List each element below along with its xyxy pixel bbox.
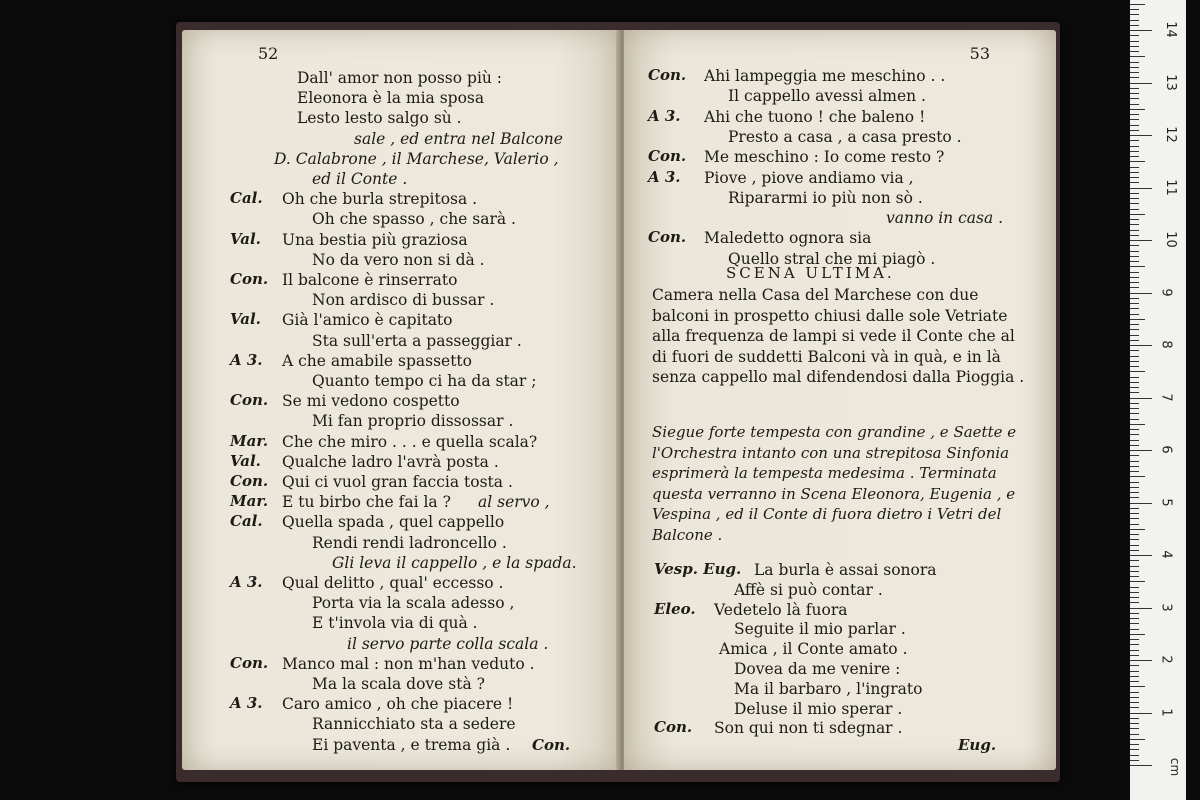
ruler-tick: [1130, 644, 1139, 645]
ruler-tick: [1130, 72, 1139, 73]
verse-line: Seguite il mio parlar .: [734, 620, 906, 639]
verse-line: Rannicchiato sta a sedere: [312, 715, 516, 734]
speaker-label: Val.: [230, 451, 261, 470]
ruler-tick: [1130, 293, 1152, 294]
ruler-tick: [1130, 718, 1139, 719]
verse-line: Deluse il mio sperar .: [734, 699, 903, 718]
ruler-tick: [1130, 445, 1139, 446]
ruler-tick: [1130, 140, 1139, 141]
ruler-tick: [1130, 35, 1139, 36]
ruler-tick: [1130, 450, 1152, 451]
speaker-label: Mar.: [230, 431, 269, 450]
verse-line: Una bestia più graziosa: [282, 230, 468, 249]
ruler-tick: [1130, 167, 1139, 168]
ruler-unit-label: cm: [1168, 757, 1183, 777]
ruler-tick: [1130, 660, 1152, 661]
ruler-tick: [1130, 419, 1139, 420]
verse-line: Non ardisco di bussar .: [312, 291, 495, 310]
ruler-tick: [1130, 623, 1139, 624]
verse-line: Eleonora è la mia sposa: [297, 89, 485, 108]
ruler-tick: [1130, 655, 1139, 656]
verse-line: Qual delitto , qual' eccesso .: [282, 574, 504, 592]
speaker-label: Mar.: [230, 492, 269, 511]
ruler-number: 7: [1158, 392, 1174, 402]
verse-line: Me meschino : Io come resto ?: [704, 148, 945, 167]
measuring-ruler: [1130, 0, 1186, 800]
verse-line: Quello stral che mi piagò .: [728, 249, 936, 268]
ruler-tick: [1130, 728, 1139, 729]
speaker-label: Val.: [230, 310, 261, 329]
ruler-tick: [1130, 83, 1152, 84]
ruler-number: 1: [1158, 707, 1174, 717]
speaker-label: A 3.: [648, 106, 681, 125]
catchword: Con.: [532, 736, 571, 754]
speaker-label: Con.: [648, 66, 687, 84]
verse-line: Lesto lesto salgo sù .: [297, 109, 462, 128]
ruler-number: 10: [1162, 231, 1178, 248]
verse-line: Sta sull'erta a passeggiar .: [312, 331, 522, 350]
ruler-tick: [1130, 476, 1145, 477]
verse-line: Maledetto ognora sia: [704, 229, 872, 248]
verse-line: Che che miro . . . e quella scala?: [282, 432, 538, 451]
verse-line: Caro amico , oh che piacere !: [282, 695, 514, 714]
speaker-label: Cal.: [230, 189, 263, 208]
verse-line: Manco mal : non m'han veduto .: [282, 654, 535, 673]
verse-line: Ma il barbaro , l'ingrato: [734, 679, 923, 698]
speaker-label: Con.: [648, 147, 687, 166]
ruler-tick: [1130, 240, 1152, 241]
ruler-tick: [1130, 114, 1139, 115]
speaker-label: Cal.: [230, 512, 263, 531]
ruler-tick: [1130, 613, 1139, 614]
ruler-tick: [1130, 303, 1139, 304]
ruler-tick: [1130, 539, 1139, 540]
stage-direction: il servo parte colla scala .: [347, 634, 549, 653]
verse-line: Quella spada , quel cappello: [282, 513, 505, 532]
verse-line: Rendi rendi ladroncello .: [312, 533, 507, 552]
verse-line: Son qui non ti sdegnar .: [714, 719, 903, 738]
ruler-tick: [1130, 765, 1152, 766]
ruler-tick: [1130, 56, 1145, 57]
ruler-tick: [1130, 261, 1139, 262]
ruler-tick: [1130, 707, 1139, 708]
verse-line: Qualche ladro l'avrà posta .: [282, 452, 499, 471]
ruler-tick: [1130, 366, 1139, 367]
ruler-tick: [1130, 345, 1152, 346]
ruler-tick: [1130, 219, 1139, 220]
ruler-tick: [1130, 508, 1139, 509]
ruler-tick: [1130, 665, 1139, 666]
verse-line: Dovea da me venire :: [734, 660, 901, 678]
ruler-tick: [1130, 398, 1152, 399]
ruler-tick: [1130, 434, 1139, 435]
ruler-tick: [1130, 182, 1139, 183]
ruler-number: 5: [1158, 497, 1174, 507]
ruler-tick: [1130, 30, 1152, 31]
ruler-tick: [1130, 350, 1139, 351]
speaker-label: Con.: [230, 472, 269, 490]
verse-line: Amica , il Conte amato .: [719, 640, 908, 659]
ruler-tick: [1130, 130, 1139, 131]
ruler-tick: [1130, 356, 1139, 357]
verse-line: Il balcone è rinserrato: [282, 271, 458, 289]
ruler-tick: [1130, 455, 1139, 456]
ruler-tick: [1130, 282, 1139, 283]
ruler-tick: [1130, 314, 1139, 315]
ruler-tick: [1130, 686, 1145, 687]
speaker-label: A 3.: [648, 167, 681, 186]
stage-direction-italic: Siegue forte tempesta con grandine , e Saette e l'Orchestra intanto con una strepitosa Sinfonia esprimerà la tempesta medesima . Terminata questa verranno in Scena Eleonora, Eugenia , e Vespina , ed il Conte di fuora dietro i Vetri del Balcone .: [652, 423, 1017, 544]
scene-title: SCENA ULTIMA.: [726, 264, 895, 282]
speaker-label: Con.: [654, 718, 693, 737]
ruler-tick: [1130, 230, 1139, 231]
ruler-tick: [1130, 329, 1139, 330]
ruler-tick: [1130, 251, 1139, 252]
verse-line: Se mi vedono cospetto: [282, 392, 460, 411]
ruler-tick: [1130, 629, 1139, 630]
verse-line: E tu birbo che fai la ?: [282, 493, 451, 512]
speaker-label: Val.: [230, 229, 261, 248]
ruler-tick: [1130, 576, 1139, 577]
verse-line: Già l'amico è capitato: [282, 311, 453, 330]
stage-direction: Gli leva il cappello , e la spada.: [332, 553, 577, 572]
stage-direction: sale , ed entra nel Balcone: [354, 129, 563, 148]
verse-line: Il cappello avessi almen .: [728, 87, 926, 106]
ruler-tick: [1130, 571, 1139, 572]
ruler-tick: [1130, 671, 1139, 672]
verse-line: Piove , piove andiamo via ,: [704, 168, 914, 187]
ruler-tick: [1130, 382, 1139, 383]
speaker-label: A 3.: [230, 573, 263, 591]
ruler-tick: [1130, 513, 1139, 514]
ruler-tick: [1130, 618, 1139, 619]
ruler-tick: [1130, 340, 1139, 341]
ruler-tick: [1130, 566, 1139, 567]
verse-line: E t'invola via di quà .: [312, 614, 478, 633]
ruler-tick: [1130, 109, 1145, 110]
verse-line: Quanto tempo ci ha da star ;: [312, 372, 537, 390]
ruler-number: 13: [1162, 73, 1178, 91]
ruler-tick: [1130, 298, 1139, 299]
ruler-tick: [1130, 104, 1139, 105]
verse-line: No da vero non si dà .: [312, 250, 485, 269]
ruler-tick: [1130, 650, 1139, 651]
ruler-tick: [1130, 319, 1145, 320]
ruler-tick: [1130, 424, 1145, 425]
ruler-tick: [1130, 25, 1139, 26]
ruler-tick: [1130, 41, 1139, 42]
ruler-tick: [1130, 135, 1152, 136]
verse-line: Affè si può contar .: [734, 580, 883, 599]
catchword: Eug.: [958, 736, 997, 754]
ruler-tick: [1130, 20, 1139, 21]
ruler-number: 8: [1158, 340, 1174, 349]
ruler-tick: [1130, 193, 1139, 194]
ruler-tick: [1130, 739, 1145, 740]
ruler-tick: [1130, 324, 1139, 325]
ruler-tick: [1130, 151, 1139, 152]
ruler-tick: [1130, 697, 1139, 698]
ruler-tick: [1130, 387, 1139, 388]
ruler-tick: [1130, 203, 1139, 204]
stage-direction: al servo ,: [478, 493, 550, 512]
ruler-tick: [1130, 335, 1139, 336]
stage-direction: ed il Conte .: [312, 170, 408, 188]
verse-line: Ahi che tuono ! che baleno !: [704, 107, 926, 126]
ruler-tick: [1130, 67, 1139, 68]
ruler-tick: [1130, 408, 1139, 409]
ruler-tick: [1130, 466, 1139, 467]
ruler-number: 9: [1158, 287, 1174, 297]
ruler-tick: [1130, 723, 1139, 724]
ruler-tick: [1130, 692, 1139, 693]
ruler-tick: [1130, 46, 1139, 47]
ruler-tick: [1130, 119, 1139, 120]
ruler-tick: [1130, 209, 1139, 210]
ruler-tick: [1130, 440, 1139, 441]
verse-line: La burla è assai sonora: [754, 561, 937, 579]
ruler-tick: [1130, 760, 1139, 761]
ruler-tick: [1130, 744, 1139, 745]
ruler-tick: [1130, 377, 1139, 378]
speaker-label: Vesp. Eug.: [654, 560, 742, 578]
verse-line: Mi fan proprio dissossar .: [312, 412, 514, 431]
ruler-tick: [1130, 634, 1145, 635]
stage-direction: D. Calabrone , il Marchese, Valerio ,: [274, 149, 559, 168]
ruler-tick: [1130, 156, 1139, 157]
page-number: 53: [969, 44, 990, 63]
ruler-number: 12: [1162, 126, 1178, 143]
ruler-tick: [1130, 608, 1152, 609]
page-number: 52: [258, 44, 279, 63]
verse-line: Dall' amor non posso più :: [297, 69, 503, 87]
ruler-tick: [1130, 403, 1139, 404]
ruler-tick: [1130, 172, 1139, 173]
ruler-tick: [1130, 77, 1139, 78]
ruler-tick: [1130, 681, 1139, 682]
ruler-tick: [1130, 497, 1139, 498]
ruler-tick: [1130, 676, 1139, 677]
ruler-tick: [1130, 361, 1139, 362]
ruler-tick: [1130, 518, 1139, 519]
verse-line: Ahi lampeggia me meschino . .: [704, 67, 946, 85]
ruler-tick: [1130, 461, 1139, 462]
ruler-tick: [1130, 429, 1139, 430]
verse-line: Oh che burla strepitosa .: [282, 190, 478, 209]
ruler-tick: [1130, 587, 1139, 588]
ruler-tick: [1130, 492, 1139, 493]
verse-line: Ei paventa , e trema già .: [312, 735, 511, 754]
ruler-number: 6: [1158, 445, 1174, 454]
ruler-number: 11: [1162, 178, 1178, 196]
ruler-tick: [1130, 639, 1139, 640]
ruler-tick: [1130, 503, 1152, 504]
ruler-number: 3: [1158, 602, 1174, 612]
ruler-tick: [1130, 272, 1139, 273]
ruler-tick: [1130, 550, 1139, 551]
ruler-tick: [1130, 256, 1139, 257]
ruler-tick: [1130, 62, 1139, 63]
verse-line: Vedetelo là fuora: [714, 600, 848, 619]
speaker-label: Con.: [230, 653, 269, 672]
verse-line: A che amabile spassetto: [282, 351, 472, 370]
ruler-tick: [1130, 4, 1145, 5]
ruler-tick: [1130, 471, 1139, 472]
ruler-tick: [1130, 98, 1139, 99]
ruler-tick: [1130, 51, 1139, 52]
right-page: [624, 30, 1056, 770]
ruler-tick: [1130, 146, 1139, 147]
ruler-tick: [1130, 755, 1139, 756]
ruler-number: 4: [1158, 550, 1174, 559]
stage-direction: vanno in casa .: [886, 209, 1004, 228]
ruler-tick: [1130, 161, 1145, 162]
left-page: [182, 30, 620, 770]
ruler-tick: [1130, 545, 1139, 546]
ruler-tick: [1130, 524, 1139, 525]
ruler-tick: [1130, 413, 1139, 414]
speaker-label: A 3.: [230, 694, 263, 713]
ruler-number: 2: [1158, 655, 1174, 664]
speaker-label: Eleo.: [654, 599, 696, 618]
ruler-tick: [1130, 214, 1145, 215]
speaker-label: Con.: [230, 391, 269, 410]
ruler-tick: [1130, 177, 1139, 178]
ruler-tick: [1130, 392, 1139, 393]
verse-line: Presto a casa , a casa presto .: [728, 127, 962, 146]
speaker-label: Con.: [230, 270, 269, 288]
ruler-tick: [1130, 235, 1139, 236]
verse-line: Oh che spasso , che sarà .: [312, 210, 516, 229]
ruler-tick: [1130, 224, 1139, 225]
ruler-tick: [1130, 266, 1145, 267]
ruler-tick: [1130, 555, 1152, 556]
speaker-label: Con.: [648, 228, 687, 247]
ruler-tick: [1130, 749, 1139, 750]
ruler-tick: [1130, 592, 1139, 593]
ruler-tick: [1130, 93, 1139, 94]
ruler-tick: [1130, 597, 1139, 598]
ruler-tick: [1130, 713, 1152, 714]
ruler-tick: [1130, 188, 1152, 189]
ruler-tick: [1130, 602, 1139, 603]
ruler-tick: [1130, 198, 1139, 199]
ruler-tick: [1130, 277, 1139, 278]
speaker-label: A 3.: [230, 350, 263, 369]
ruler-tick: [1130, 88, 1139, 89]
ruler-tick: [1130, 371, 1145, 372]
ruler-tick: [1130, 9, 1139, 10]
ruler-tick: [1130, 534, 1139, 535]
ruler-tick: [1130, 482, 1139, 483]
ruler-tick: [1130, 581, 1145, 582]
ruler-tick: [1130, 702, 1139, 703]
ruler-tick: [1130, 529, 1145, 530]
ruler-tick: [1130, 14, 1139, 15]
ruler-tick: [1130, 560, 1139, 561]
ruler-tick: [1130, 125, 1139, 126]
verse-line: Qui ci vuol gran faccia tosta .: [282, 473, 513, 491]
ruler-tick: [1130, 487, 1139, 488]
ruler-tick: [1130, 245, 1139, 246]
verse-line: Porta via la scala adesso ,: [312, 594, 515, 613]
verse-line: Ripararmi io più non sò .: [728, 188, 923, 207]
ruler-number: 14: [1162, 21, 1178, 38]
ruler-tick: [1130, 308, 1139, 309]
ruler-tick: [1130, 734, 1139, 735]
ruler-tick: [1130, 287, 1139, 288]
verse-line: Ma la scala dove stà ?: [312, 675, 485, 693]
stage-direction: Camera nella Casa del Marchese con due balconi in prospetto chiusi dalle sole Vetriate alla frequenza de lampi si vede il Conte che al di fuori de suddetti Balconi và in quà, e in là senza cappello mal difendendosi dalla Pioggia .: [652, 286, 1025, 386]
